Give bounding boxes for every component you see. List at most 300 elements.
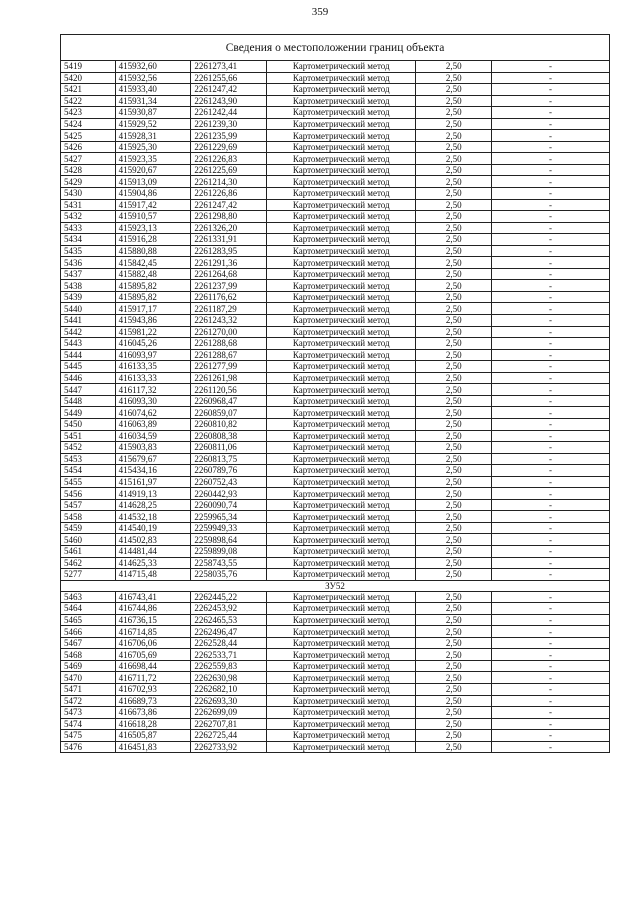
coord-y: 2258035,76 bbox=[191, 569, 267, 581]
description-cell: - bbox=[492, 84, 610, 96]
coord-x: 415917,42 bbox=[115, 199, 191, 211]
coord-y: 2261326,20 bbox=[191, 222, 267, 234]
table-row bbox=[61, 453, 610, 465]
method-cell: Картометрический метод bbox=[267, 257, 416, 269]
coord-x: 416673,86 bbox=[115, 707, 191, 719]
description-cell: - bbox=[492, 557, 610, 569]
table-row bbox=[61, 395, 610, 407]
coord-y: 2260808,38 bbox=[191, 430, 267, 442]
coord-x: 415930,87 bbox=[115, 107, 191, 119]
description-cell: - bbox=[492, 291, 610, 303]
coord-x: 415434,16 bbox=[115, 465, 191, 477]
table-row bbox=[61, 511, 610, 523]
accuracy-cell: 2,50 bbox=[416, 499, 492, 511]
point-number: 5423 bbox=[61, 107, 116, 119]
point-number: 5438 bbox=[61, 280, 116, 292]
method-cell: Картометрический метод bbox=[267, 188, 416, 200]
table-row bbox=[61, 234, 610, 246]
table-row bbox=[61, 499, 610, 511]
accuracy-cell: 2,50 bbox=[416, 614, 492, 626]
table-row bbox=[61, 372, 610, 384]
table-row bbox=[61, 118, 610, 130]
point-number: 5419 bbox=[61, 61, 116, 73]
description-cell: - bbox=[492, 130, 610, 142]
table-row bbox=[61, 72, 610, 84]
coord-x: 415161,97 bbox=[115, 476, 191, 488]
table-row bbox=[61, 534, 610, 546]
description-cell: - bbox=[492, 649, 610, 661]
coord-y: 2260813,75 bbox=[191, 453, 267, 465]
point-number: 5431 bbox=[61, 199, 116, 211]
coord-y: 2260789,76 bbox=[191, 465, 267, 477]
method-cell: Картометрический метод bbox=[267, 603, 416, 615]
accuracy-cell: 2,50 bbox=[416, 372, 492, 384]
description-cell: - bbox=[492, 199, 610, 211]
coord-x: 416711,72 bbox=[115, 672, 191, 684]
description-cell: - bbox=[492, 118, 610, 130]
description-cell: - bbox=[492, 326, 610, 338]
method-cell: Картометрический метод bbox=[267, 453, 416, 465]
coord-x: 416074,62 bbox=[115, 407, 191, 419]
method-cell: Картометрический метод bbox=[267, 407, 416, 419]
coord-x: 416736,15 bbox=[115, 614, 191, 626]
method-cell: Картометрический метод bbox=[267, 695, 416, 707]
description-cell: - bbox=[492, 660, 610, 672]
description-cell: - bbox=[492, 107, 610, 119]
accuracy-cell: 2,50 bbox=[416, 268, 492, 280]
table-row bbox=[61, 176, 610, 188]
coord-x: 415895,82 bbox=[115, 291, 191, 303]
coord-x: 415679,67 bbox=[115, 453, 191, 465]
method-cell: Картометрический метод bbox=[267, 534, 416, 546]
description-cell: - bbox=[492, 176, 610, 188]
method-cell: Картометрический метод bbox=[267, 118, 416, 130]
table-row bbox=[61, 557, 610, 569]
coord-y: 2262693,30 bbox=[191, 695, 267, 707]
accuracy-cell: 2,50 bbox=[416, 557, 492, 569]
point-number: 5436 bbox=[61, 257, 116, 269]
coord-x: 415882,48 bbox=[115, 268, 191, 280]
description-cell: - bbox=[492, 268, 610, 280]
table-row bbox=[61, 545, 610, 557]
description-cell: - bbox=[492, 707, 610, 719]
method-cell: Картометрический метод bbox=[267, 465, 416, 477]
description-cell: - bbox=[492, 338, 610, 350]
description-cell: - bbox=[492, 465, 610, 477]
coord-x: 416093,30 bbox=[115, 395, 191, 407]
description-cell: - bbox=[492, 637, 610, 649]
method-cell: Картометрический метод bbox=[267, 488, 416, 500]
method-cell: Картометрический метод bbox=[267, 499, 416, 511]
coord-y: 2260859,07 bbox=[191, 407, 267, 419]
method-cell: Картометрический метод bbox=[267, 141, 416, 153]
table-row bbox=[61, 188, 610, 200]
point-number: 5422 bbox=[61, 95, 116, 107]
method-cell: Картометрический метод bbox=[267, 245, 416, 257]
coord-x: 416702,93 bbox=[115, 683, 191, 695]
accuracy-cell: 2,50 bbox=[416, 245, 492, 257]
description-cell: - bbox=[492, 245, 610, 257]
table-row bbox=[61, 707, 610, 719]
description-cell: - bbox=[492, 683, 610, 695]
accuracy-cell: 2,50 bbox=[416, 176, 492, 188]
coord-y: 2261273,41 bbox=[191, 61, 267, 73]
coord-x: 415913,09 bbox=[115, 176, 191, 188]
description-cell: - bbox=[492, 280, 610, 292]
point-number: 5450 bbox=[61, 418, 116, 430]
description-cell: - bbox=[492, 718, 610, 730]
coord-x: 414532,18 bbox=[115, 511, 191, 523]
accuracy-cell: 2,50 bbox=[416, 660, 492, 672]
method-cell: Картометрический метод bbox=[267, 234, 416, 246]
point-number: 5472 bbox=[61, 695, 116, 707]
description-cell: - bbox=[492, 95, 610, 107]
coord-x: 416705,69 bbox=[115, 649, 191, 661]
method-cell: Картометрический метод bbox=[267, 626, 416, 638]
description-cell: - bbox=[492, 591, 610, 603]
coord-x: 414715,48 bbox=[115, 569, 191, 581]
accuracy-cell: 2,50 bbox=[416, 188, 492, 200]
description-cell: - bbox=[492, 211, 610, 223]
point-number: 5464 bbox=[61, 603, 116, 615]
description-cell: - bbox=[492, 361, 610, 373]
accuracy-cell: 2,50 bbox=[416, 118, 492, 130]
description-cell: - bbox=[492, 569, 610, 581]
coord-y: 2262733,92 bbox=[191, 741, 267, 753]
point-number: 5475 bbox=[61, 730, 116, 742]
accuracy-cell: 2,50 bbox=[416, 326, 492, 338]
description-cell: - bbox=[492, 603, 610, 615]
coord-y: 2261226,83 bbox=[191, 153, 267, 165]
description-cell: - bbox=[492, 141, 610, 153]
method-cell: Картометрический метод bbox=[267, 730, 416, 742]
accuracy-cell: 2,50 bbox=[416, 603, 492, 615]
coord-x: 416063,89 bbox=[115, 418, 191, 430]
coord-x: 414919,13 bbox=[115, 488, 191, 500]
accuracy-cell: 2,50 bbox=[416, 95, 492, 107]
point-number: 5469 bbox=[61, 660, 116, 672]
table-row bbox=[61, 315, 610, 327]
coord-y: 2259965,34 bbox=[191, 511, 267, 523]
description-cell: - bbox=[492, 407, 610, 419]
method-cell: Картометрический метод bbox=[267, 476, 416, 488]
point-number: 5425 bbox=[61, 130, 116, 142]
boundary-table bbox=[60, 34, 610, 753]
table-row bbox=[61, 199, 610, 211]
section-row bbox=[61, 580, 610, 591]
method-cell: Картометрический метод bbox=[267, 61, 416, 73]
accuracy-cell: 2,50 bbox=[416, 291, 492, 303]
table-row bbox=[61, 683, 610, 695]
accuracy-cell: 2,50 bbox=[416, 164, 492, 176]
accuracy-cell: 2,50 bbox=[416, 257, 492, 269]
coord-x: 415929,52 bbox=[115, 118, 191, 130]
coord-y: 2258743,55 bbox=[191, 557, 267, 569]
coord-y: 2259949,33 bbox=[191, 522, 267, 534]
table-row bbox=[61, 718, 610, 730]
point-number: 5451 bbox=[61, 430, 116, 442]
coord-y: 2261214,30 bbox=[191, 176, 267, 188]
description-cell: - bbox=[492, 384, 610, 396]
method-cell: Картометрический метод bbox=[267, 637, 416, 649]
table-row bbox=[61, 361, 610, 373]
method-cell: Картометрический метод bbox=[267, 107, 416, 119]
point-number: 5441 bbox=[61, 315, 116, 327]
table-row bbox=[61, 280, 610, 292]
coord-x: 415933,40 bbox=[115, 84, 191, 96]
coord-y: 2261229,69 bbox=[191, 141, 267, 153]
point-number: 5430 bbox=[61, 188, 116, 200]
coord-y: 2261239,30 bbox=[191, 118, 267, 130]
description-cell: - bbox=[492, 741, 610, 753]
point-number: 5459 bbox=[61, 522, 116, 534]
accuracy-cell: 2,50 bbox=[416, 222, 492, 234]
accuracy-cell: 2,50 bbox=[416, 476, 492, 488]
coord-y: 2261176,62 bbox=[191, 291, 267, 303]
coord-y: 2260090,74 bbox=[191, 499, 267, 511]
point-number: 5424 bbox=[61, 118, 116, 130]
table-row bbox=[61, 465, 610, 477]
coord-y: 2262630,98 bbox=[191, 672, 267, 684]
accuracy-cell: 2,50 bbox=[416, 72, 492, 84]
table-row bbox=[61, 569, 610, 581]
coord-y: 2262707,81 bbox=[191, 718, 267, 730]
table-row bbox=[61, 418, 610, 430]
accuracy-cell: 2,50 bbox=[416, 61, 492, 73]
coord-y: 2261277,99 bbox=[191, 361, 267, 373]
table-row bbox=[61, 603, 610, 615]
point-number: 5456 bbox=[61, 488, 116, 500]
accuracy-cell: 2,50 bbox=[416, 569, 492, 581]
method-cell: Картометрический метод bbox=[267, 211, 416, 223]
table-row bbox=[61, 338, 610, 350]
accuracy-cell: 2,50 bbox=[416, 338, 492, 350]
description-cell: - bbox=[492, 672, 610, 684]
table-row bbox=[61, 649, 610, 661]
point-number: 5453 bbox=[61, 453, 116, 465]
accuracy-cell: 2,50 bbox=[416, 488, 492, 500]
point-number: 5437 bbox=[61, 268, 116, 280]
coord-y: 2262699,09 bbox=[191, 707, 267, 719]
method-cell: Картометрический метод bbox=[267, 84, 416, 96]
method-cell: Картометрический метод bbox=[267, 384, 416, 396]
point-number: 5468 bbox=[61, 649, 116, 661]
description-cell: - bbox=[492, 545, 610, 557]
coord-x: 415895,82 bbox=[115, 280, 191, 292]
description-cell: - bbox=[492, 188, 610, 200]
table-row bbox=[61, 141, 610, 153]
description-cell: - bbox=[492, 695, 610, 707]
method-cell: Картометрический метод bbox=[267, 361, 416, 373]
accuracy-cell: 2,50 bbox=[416, 130, 492, 142]
accuracy-cell: 2,50 bbox=[416, 211, 492, 223]
accuracy-cell: 2,50 bbox=[416, 418, 492, 430]
table-row bbox=[61, 384, 610, 396]
method-cell: Картометрический метод bbox=[267, 176, 416, 188]
coord-x: 414502,83 bbox=[115, 534, 191, 546]
accuracy-cell: 2,50 bbox=[416, 407, 492, 419]
coord-x: 416698,44 bbox=[115, 660, 191, 672]
coord-y: 2262496,47 bbox=[191, 626, 267, 638]
accuracy-cell: 2,50 bbox=[416, 672, 492, 684]
point-number: 5434 bbox=[61, 234, 116, 246]
description-cell: - bbox=[492, 315, 610, 327]
method-cell: Картометрический метод bbox=[267, 291, 416, 303]
coord-x: 414625,33 bbox=[115, 557, 191, 569]
table-row bbox=[61, 268, 610, 280]
coord-x: 415981,22 bbox=[115, 326, 191, 338]
point-number: 5439 bbox=[61, 291, 116, 303]
coord-x: 416706,06 bbox=[115, 637, 191, 649]
method-cell: Картометрический метод bbox=[267, 672, 416, 684]
table-row bbox=[61, 326, 610, 338]
accuracy-cell: 2,50 bbox=[416, 591, 492, 603]
description-cell: - bbox=[492, 222, 610, 234]
coord-x: 415910,57 bbox=[115, 211, 191, 223]
coord-x: 415923,13 bbox=[115, 222, 191, 234]
coord-x: 415943,86 bbox=[115, 315, 191, 327]
description-cell: - bbox=[492, 614, 610, 626]
coord-y: 2261120,56 bbox=[191, 384, 267, 396]
accuracy-cell: 2,50 bbox=[416, 303, 492, 315]
table-row bbox=[61, 257, 610, 269]
coord-x: 415932,60 bbox=[115, 61, 191, 73]
description-cell: - bbox=[492, 442, 610, 454]
table-row bbox=[61, 730, 610, 742]
point-number: 5440 bbox=[61, 303, 116, 315]
table-row bbox=[61, 303, 610, 315]
accuracy-cell: 2,50 bbox=[416, 511, 492, 523]
coord-x: 416133,33 bbox=[115, 372, 191, 384]
point-number: 5463 bbox=[61, 591, 116, 603]
page-number: 359 bbox=[311, 6, 329, 18]
description-cell: - bbox=[492, 395, 610, 407]
accuracy-cell: 2,50 bbox=[416, 637, 492, 649]
method-cell: Картометрический метод bbox=[267, 72, 416, 84]
accuracy-cell: 2,50 bbox=[416, 430, 492, 442]
coord-y: 2261288,67 bbox=[191, 349, 267, 361]
method-cell: Картометрический метод bbox=[267, 591, 416, 603]
point-number: 5444 bbox=[61, 349, 116, 361]
point-number: 5443 bbox=[61, 338, 116, 350]
coord-y: 2262559,83 bbox=[191, 660, 267, 672]
coord-x: 415932,56 bbox=[115, 72, 191, 84]
coord-y: 2261298,80 bbox=[191, 211, 267, 223]
coord-y: 2261283,95 bbox=[191, 245, 267, 257]
point-number: 5458 bbox=[61, 511, 116, 523]
coord-y: 2262453,92 bbox=[191, 603, 267, 615]
point-number: 5420 bbox=[61, 72, 116, 84]
coord-x: 415842,45 bbox=[115, 257, 191, 269]
point-number: 5470 bbox=[61, 672, 116, 684]
table-row bbox=[61, 291, 610, 303]
accuracy-cell: 2,50 bbox=[416, 695, 492, 707]
coord-y: 2261237,99 bbox=[191, 280, 267, 292]
method-cell: Картометрический метод bbox=[267, 315, 416, 327]
accuracy-cell: 2,50 bbox=[416, 349, 492, 361]
accuracy-cell: 2,50 bbox=[416, 730, 492, 742]
point-number: 5448 bbox=[61, 395, 116, 407]
description-cell: - bbox=[492, 164, 610, 176]
coord-x: 416744,86 bbox=[115, 603, 191, 615]
table-row bbox=[61, 442, 610, 454]
coord-y: 2261243,90 bbox=[191, 95, 267, 107]
description-cell: - bbox=[492, 418, 610, 430]
table-row bbox=[61, 130, 610, 142]
point-number: 5426 bbox=[61, 141, 116, 153]
method-cell: Картометрический метод bbox=[267, 557, 416, 569]
coord-x: 415904,86 bbox=[115, 188, 191, 200]
coord-x: 415920,67 bbox=[115, 164, 191, 176]
method-cell: Картометрический метод bbox=[267, 614, 416, 626]
table-row bbox=[61, 164, 610, 176]
method-cell: Картометрический метод bbox=[267, 511, 416, 523]
point-number: 5445 bbox=[61, 361, 116, 373]
accuracy-cell: 2,50 bbox=[416, 683, 492, 695]
coord-y: 2261243,32 bbox=[191, 315, 267, 327]
method-cell: Картометрический метод bbox=[267, 545, 416, 557]
description-cell: - bbox=[492, 430, 610, 442]
point-number: 5277 bbox=[61, 569, 116, 581]
point-number: 5452 bbox=[61, 442, 116, 454]
method-cell: Картометрический метод bbox=[267, 649, 416, 661]
accuracy-cell: 2,50 bbox=[416, 395, 492, 407]
accuracy-cell: 2,50 bbox=[416, 280, 492, 292]
coord-x: 416689,73 bbox=[115, 695, 191, 707]
coord-y: 2262465,53 bbox=[191, 614, 267, 626]
accuracy-cell: 2,50 bbox=[416, 545, 492, 557]
coord-x: 416618,28 bbox=[115, 718, 191, 730]
coord-y: 2262445,22 bbox=[191, 591, 267, 603]
table-row bbox=[61, 61, 610, 73]
table-row bbox=[61, 349, 610, 361]
table-row bbox=[61, 660, 610, 672]
point-number: 5467 bbox=[61, 637, 116, 649]
coord-y: 2260442,93 bbox=[191, 488, 267, 500]
description-cell: - bbox=[492, 303, 610, 315]
coord-x: 414540,19 bbox=[115, 522, 191, 534]
coord-x: 415916,28 bbox=[115, 234, 191, 246]
point-number: 5432 bbox=[61, 211, 116, 223]
table-row bbox=[61, 695, 610, 707]
coord-x: 416743,41 bbox=[115, 591, 191, 603]
accuracy-cell: 2,50 bbox=[416, 84, 492, 96]
coord-y: 2260811,06 bbox=[191, 442, 267, 454]
point-number: 5447 bbox=[61, 384, 116, 396]
coord-y: 2261288,68 bbox=[191, 338, 267, 350]
coord-y: 2261264,68 bbox=[191, 268, 267, 280]
coord-x: 416133,35 bbox=[115, 361, 191, 373]
table-row bbox=[61, 107, 610, 119]
point-number: 5427 bbox=[61, 153, 116, 165]
method-cell: Картометрический метод bbox=[267, 326, 416, 338]
description-cell: - bbox=[492, 153, 610, 165]
table-row bbox=[61, 430, 610, 442]
accuracy-cell: 2,50 bbox=[416, 649, 492, 661]
coord-x: 414481,44 bbox=[115, 545, 191, 557]
method-cell: Картометрический метод bbox=[267, 130, 416, 142]
description-cell: - bbox=[492, 511, 610, 523]
coord-y: 2261242,44 bbox=[191, 107, 267, 119]
point-number: 5455 bbox=[61, 476, 116, 488]
coord-y: 2261261,98 bbox=[191, 372, 267, 384]
method-cell: Картометрический метод bbox=[267, 222, 416, 234]
accuracy-cell: 2,50 bbox=[416, 153, 492, 165]
coord-x: 416117,32 bbox=[115, 384, 191, 396]
method-cell: Картометрический метод bbox=[267, 268, 416, 280]
coord-x: 416714,85 bbox=[115, 626, 191, 638]
coord-x: 416093,97 bbox=[115, 349, 191, 361]
